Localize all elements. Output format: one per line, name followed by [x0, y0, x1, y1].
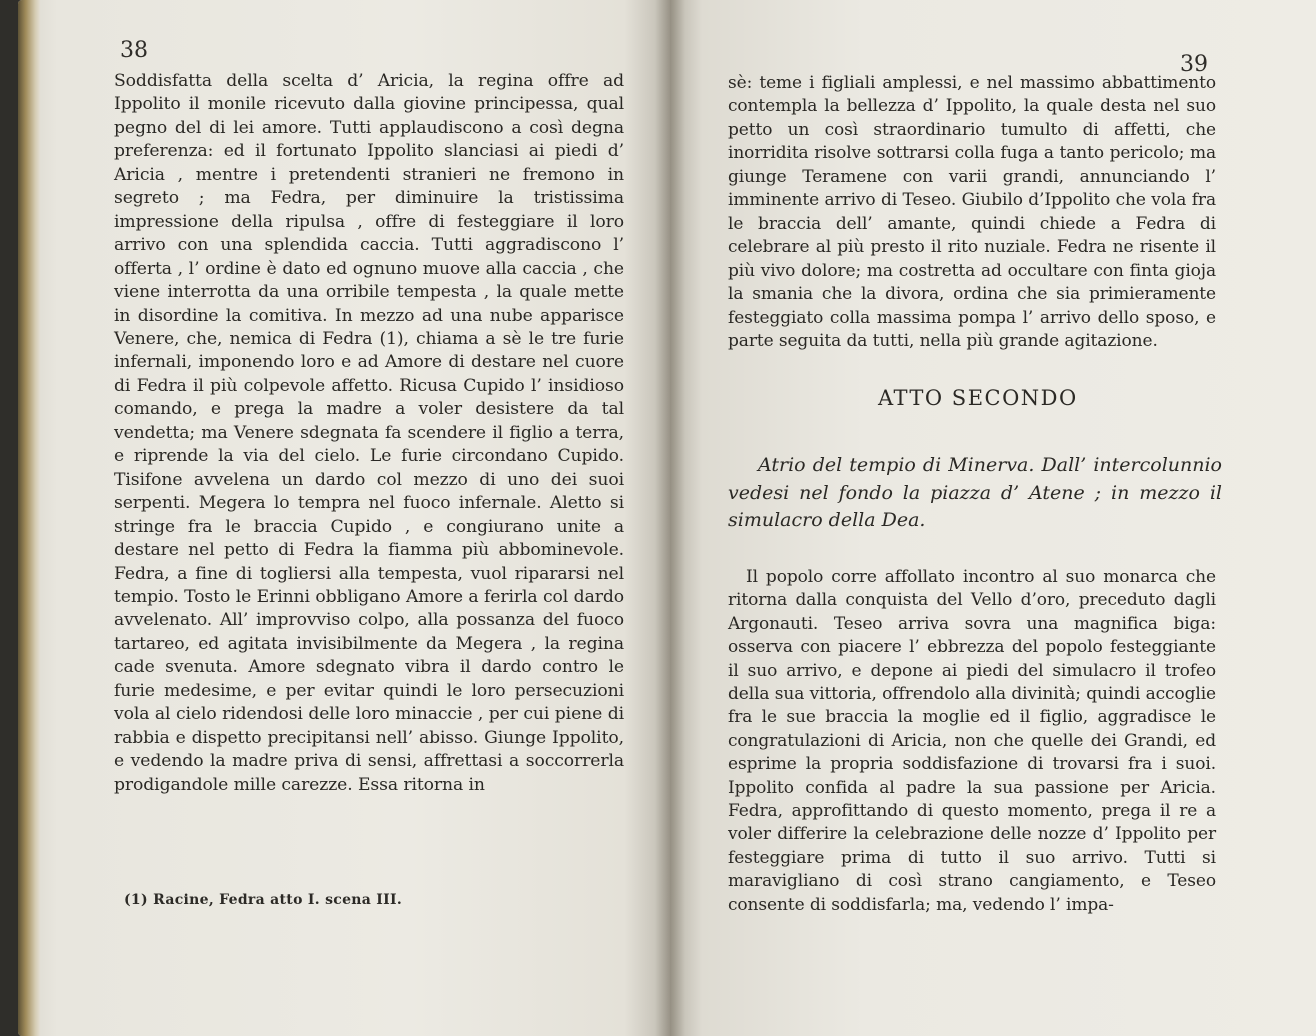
- right-paragraph-bottom: Il popolo corre affollato incontro al suo monarca che ritorna dalla conquista del Vello d’oro, preceduto dagli Argonauti. Teseo arriva sovra una magnifica biga: osserva con piacere l’ ebbrezza del popolo festeggiante il suo arrivo, e depone ai piedi del simulacro il trofeo della sua vittoria, offrendolo alla divinità; quindi accoglie fra le sue braccia la moglie ed il figlio, aggradisce le congratulazioni di Aricia, non che quelle dei Grandi, ed esprime la propria soddisfazione di trovarsi fra i suoi. Ippolito confida al padre la sua passione per Aricia. Fedra, approfittando di questo momento, prega il re a voler differire la celebrazione delle nozze d’ Ippolito per festeggiare prima di tutto il suo arrivo. Tutti si maravigliano di così strano cangiamento, e Teseo consente di soddisfarla; ma, vedendo l’ impa-: [728, 567, 1216, 915]
- stage-direction: Atrio del tempio di Minerva. Dall’ intercolunnio vedesi nel fondo la piazza d’ Atene ; in mezzo il simulacro della Dea.: [728, 454, 1222, 531]
- left-paragraph: Soddisfatta della scelta d’ Aricia, la regina offre ad Ippolito il monile ricevuto dalla giovine principessa, qual pegno del di lei amore. Tutti applaudiscono a così degna preferenza: ed il fortunato Ippolito slanciasi ai piedi d’ Aricia , mentre i pretendenti stranieri ne fremono in segreto ; ma Fedra, per diminuire la tristissima impressione della ripulsa , offre di festeggiare il loro arrivo con una splendida caccia. Tutti aggradiscono l’ offerta , l’ ordine è dato ed ognuno muove alla caccia , che viene interrotta da una orribile tempesta , la quale mette in disordine la comitiva. In mezzo ad una nube apparisce Venere, che, nemica di Fedra (1), chiama a sè le tre furie infernali, imponendo loro e ad Amore di destare nel cuore di Fedra il più colpevole affetto. Ricusa Cupido l’ insidioso comando, e prega la madre a voler desistere da tal vendetta; ma Venere sdegnata fa scendere il figlio a terra, e riprende la via del cielo. Le furie circondano Cupido. Tisifone avvelena un dardo col mezzo di uno dei suoi serpenti. Megera lo tempra nel fuoco infernale. Aletto si stringe fra le braccia Cupido , e congiurano unite a destare nel petto di Fedra la fiamma più abbominevole. Fedra, a fine di togliersi alla tempesta, vuol ripararsi nel tempio. Tosto le Erinni obbligano Amore a ferirla col dardo avvelenato. All’ improvviso colpo, alla possanza del fuoco tartareo, ed agitata invisibilmente da Megera , la regina cade svenuta. Amore sdegnato vibra il dardo contro le furie medesime, e per evitar quindi le loro persecuzioni vola al cielo ridendosi delle loro minaccie , per cui piene di rabbia e dispetto precipitansi nell’ abisso. Giunge Ippolito, e vedendo la madre priva di sensi, affrettasi a soccorrerla prodigandole mille carezze. Essa ritorna in: [114, 71, 624, 795]
- left-page: [18, 0, 670, 1036]
- left-body-text: [114, 70, 624, 797]
- right-body-text-bottom: [728, 566, 1216, 917]
- page-number-left: 38: [120, 38, 148, 63]
- right-paragraph-top: sè: teme i figliali amplessi, e nel massimo abbattimento contempla la bellezza d’ Ippolito, la quale desta nel suo petto un così straordinario tumulto di affetti, che inorridita risolve sottrarsi colla fuga a tanto pericolo; ma giunge Teramene con varii grandi, annunciando l’ imminente arrivo di Teseo. Giubilo d’Ippolito che vola fra le braccia dell’ amante, quindi chiede a Fedra di celebrare al più presto il rito nuziale. Fedra ne risente il più vivo dolore; ma costretta ad occultare con finta gioja la smania che la divora, ordina che sia primieramente festeggiato colla massima pompa l’ arrivo dello sposo, e parte seguita da tutti, nella più grande agitazione.: [728, 73, 1216, 351]
- act-title: ATTO SECONDO: [878, 386, 1078, 410]
- page-edge: [18, 0, 40, 1036]
- page-number-right: 39: [1180, 52, 1208, 77]
- footnote: (1) Racine, Fedra atto I. scena III.: [124, 892, 403, 908]
- right-page: [670, 0, 1316, 1036]
- right-body-text-top: [728, 72, 1216, 353]
